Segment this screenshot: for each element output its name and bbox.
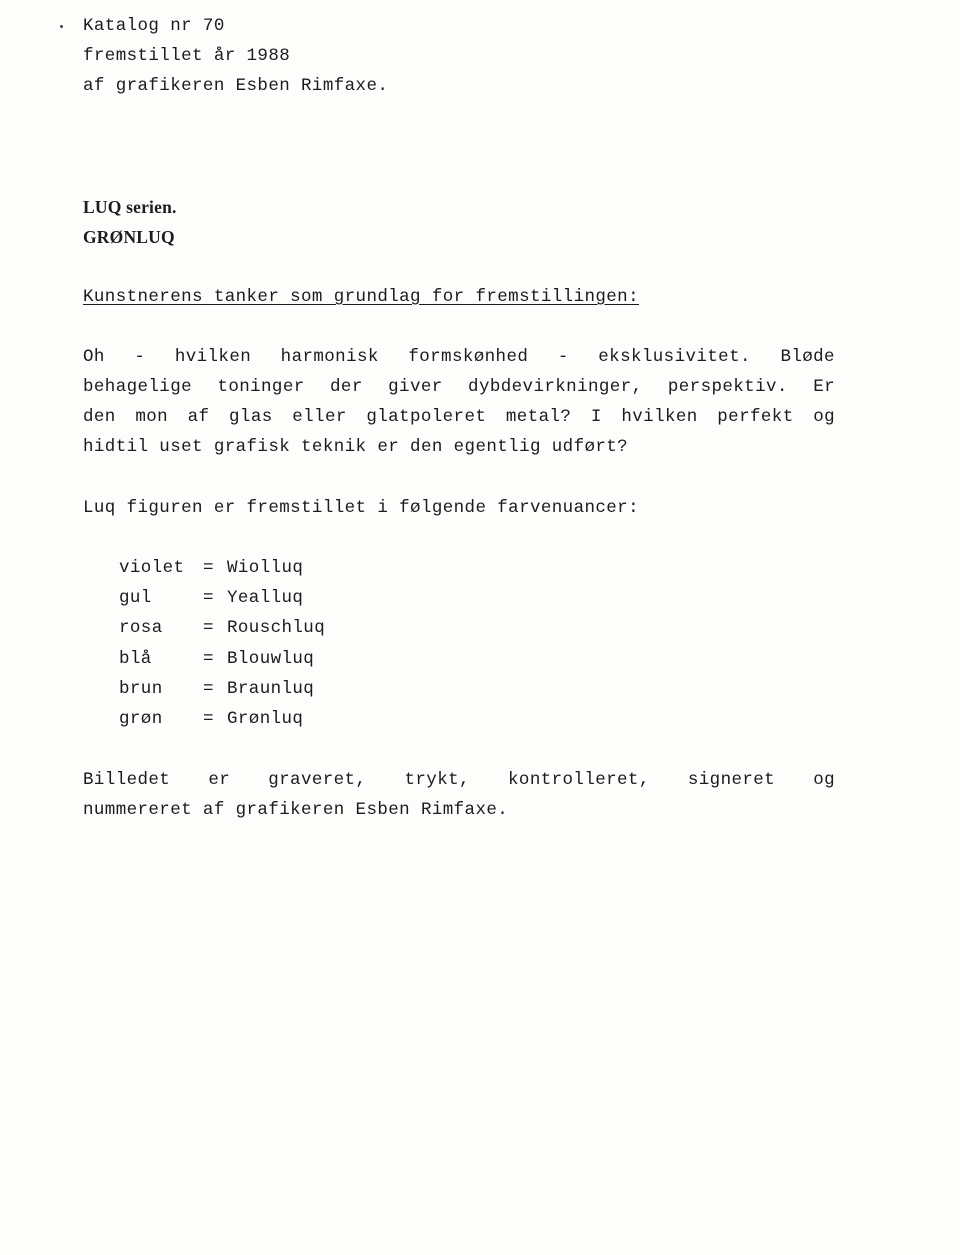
word: formskønhed [408, 347, 529, 367]
word: - [557, 347, 569, 367]
word: glatpoleret [366, 407, 487, 427]
luq-name: Rouschluq [227, 618, 326, 638]
luq-name: Grønluq [227, 709, 304, 729]
word: Bløde [780, 347, 835, 367]
production-year: fremstillet år 1988 [83, 46, 291, 66]
word: I [590, 407, 602, 427]
word: kontrolleret, [508, 770, 650, 790]
color-name: grøn [119, 709, 163, 729]
word: giver [388, 377, 443, 397]
series-name: GRØNLUQ [83, 227, 175, 247]
word: - [134, 347, 146, 367]
word: hvilken [621, 407, 698, 427]
word: der [330, 377, 363, 397]
closing-line-2: nummereret af grafikeren Esben Rimfaxe. [83, 800, 509, 820]
word: perspektiv. [667, 377, 788, 397]
thoughts-heading: Kunstnerens tanker som grundlag for fremstillingen: [83, 287, 639, 307]
word: glas [229, 407, 273, 427]
luq-name: Wiolluq [227, 558, 304, 578]
luq-name: Braunluq [227, 679, 315, 699]
paragraph-line-1 [83, 346, 835, 368]
closing-line-1 [83, 769, 835, 791]
word: Billedet [83, 770, 171, 790]
color-name: gul [119, 588, 152, 608]
luq-name: Yealluq [227, 588, 304, 608]
word: dybdevirkninger, [468, 377, 643, 397]
catalog-number: Katalog nr 70 [83, 16, 225, 36]
word: harmonisk [280, 347, 379, 367]
color-name: violet [119, 558, 185, 578]
equals-sign: = [203, 588, 214, 608]
equals-sign: = [203, 679, 214, 699]
equals-sign: = [203, 618, 214, 638]
word: behagelige [83, 377, 193, 397]
word: trykt, [404, 770, 470, 790]
series-title: LUQ serien. [83, 197, 177, 217]
paragraph-line-3 [83, 406, 835, 428]
colors-intro: Luq figuren er fremstillet i følgende farvenuancer: [83, 498, 639, 518]
word: af [187, 407, 210, 427]
artist-line: af grafikeren Esben Rimfaxe. [83, 76, 389, 96]
paragraph-line-2 [83, 376, 835, 398]
word: er [208, 770, 231, 790]
word: den [83, 407, 116, 427]
paragraph-line-4: hidtil uset grafisk teknik er den egentlig udført? [83, 437, 629, 457]
equals-sign: = [203, 649, 214, 669]
word: Oh [83, 347, 105, 367]
luq-name: Blouwluq [227, 649, 315, 669]
word: graveret, [268, 770, 367, 790]
equals-sign: = [203, 709, 214, 729]
color-name: brun [119, 679, 163, 699]
color-name: rosa [119, 618, 163, 638]
word: perfekt [717, 407, 794, 427]
word: eksklusivitet. [598, 347, 751, 367]
equals-sign: = [203, 558, 214, 578]
color-name: blå [119, 649, 152, 669]
word: hvilken [174, 347, 252, 367]
word: signeret [687, 770, 776, 790]
word: toninger [217, 377, 305, 397]
word: metal? [505, 407, 572, 427]
bullet-mark [60, 25, 63, 28]
word: og [813, 770, 835, 790]
word: Er [813, 377, 835, 397]
word: eller [292, 407, 347, 427]
word: mon [135, 407, 169, 427]
word: og [813, 407, 835, 427]
